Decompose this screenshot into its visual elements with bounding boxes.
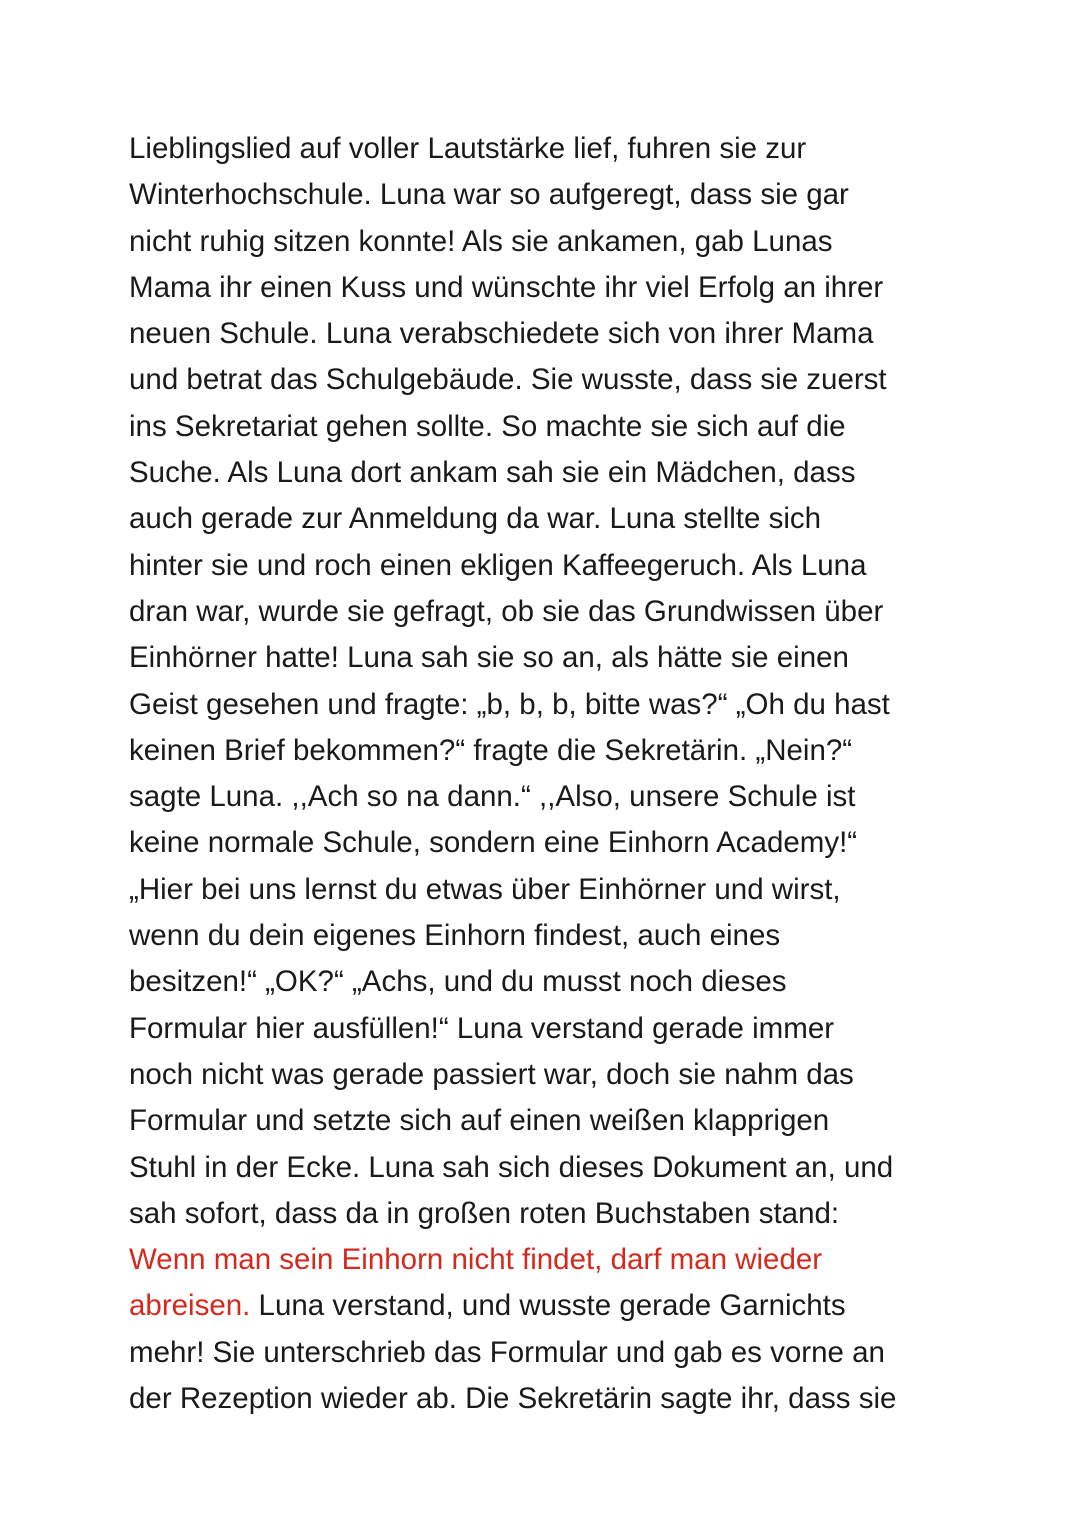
text-line	[129, 1330, 989, 1376]
text-segment: Winterhochschule. Luna war so aufgeregt, dass sie gar	[129, 178, 849, 212]
text-segment: und betrat das Schulgebäude. Sie wusste, dass sie zuerst	[129, 363, 887, 397]
text-segment: wenn du dein eigenes Einhorn findest, auch eines	[129, 919, 781, 953]
text-line	[129, 635, 989, 681]
text-segment: dran war, wurde sie gefragt, ob sie das Grundwissen über	[129, 594, 884, 628]
text-segment: sagte Luna. ,,Ach so na dann.“ ,,Also, unsere Schule ist	[129, 780, 856, 814]
text-segment: keinen Brief bekommen?“ fragte die Sekretärin. „Nein?“	[129, 733, 853, 767]
text-line	[129, 1052, 989, 1098]
text-segment: hinter sie und roch einen ekligen Kaffeegeruch. Als Luna	[129, 548, 867, 582]
text-line	[129, 219, 989, 265]
text-line	[129, 126, 989, 172]
text-line	[129, 959, 989, 1005]
text-segment: Formular und setzte sich auf einen weißen klapprigen	[129, 1104, 830, 1138]
text-line	[129, 820, 989, 866]
text-line	[129, 265, 989, 311]
text-segment: „Hier bei uns lernst du etwas über Einhörner und wirst,	[129, 872, 841, 906]
text-line	[129, 589, 989, 635]
text-line	[129, 867, 989, 913]
text-segment: Formular hier ausfüllen!“ Luna verstand gerade immer	[129, 1011, 835, 1045]
text-line	[129, 404, 989, 450]
text-segment: noch nicht was gerade passiert war, doch sie nahm das	[129, 1057, 854, 1091]
text-line	[129, 311, 989, 357]
text-line	[129, 728, 989, 774]
text-line	[129, 1237, 989, 1283]
text-line	[129, 682, 989, 728]
text-segment: nicht ruhig sitzen konnte! Als sie ankamen, gab Lunas	[129, 224, 833, 258]
text-segment: der Rezeption wieder ab. Die Sekretärin sagte ihr, dass sie	[129, 1382, 897, 1416]
text-line	[129, 496, 989, 542]
text-segment: ins Sekretariat gehen sollte. So machte sie sich auf die	[129, 409, 846, 443]
text-segment: auch gerade zur Anmeldung da war. Luna stellte sich	[129, 502, 822, 536]
text-line	[129, 1376, 989, 1422]
text-line	[129, 543, 989, 589]
text-line	[129, 450, 989, 496]
text-line	[129, 913, 989, 959]
highlighted-text: Wenn man sein Einhorn nicht findet, darf man wieder	[129, 1243, 823, 1277]
text-line	[129, 1283, 989, 1329]
text-segment: Suche. Als Luna dort ankam sah sie ein Mädchen, dass	[129, 456, 856, 490]
story-text	[129, 126, 989, 1422]
text-line	[129, 1191, 989, 1237]
text-segment: Mama ihr einen Kuss und wünschte ihr viel Erfolg an ihrer	[129, 270, 884, 304]
text-line	[129, 1098, 989, 1144]
text-segment: Geist gesehen und fragte: „b, b, b, bitte was?“ „Oh du hast	[129, 687, 890, 721]
text-segment: besitzen!“ „OK?“ „Achs, und du musst noch dieses	[129, 965, 787, 999]
text-segment: Einhörner hatte! Luna sah sie so an, als hätte sie einen	[129, 641, 849, 675]
text-segment: neuen Schule. Luna verabschiedete sich von ihrer Mama	[129, 317, 874, 351]
text-segment: Stuhl in der Ecke. Luna sah sich dieses Dokument an, und	[129, 1150, 894, 1184]
text-line	[129, 774, 989, 820]
text-segment: sah sofort, dass da in großen roten Buchstaben stand:	[129, 1196, 840, 1230]
text-line	[129, 1145, 989, 1191]
text-segment: Luna verstand, und wusste gerade Garnichts	[250, 1289, 846, 1323]
text-segment: mehr! Sie unterschrieb das Formular und gab es vorne an	[129, 1335, 885, 1369]
text-line	[129, 1006, 989, 1052]
highlighted-text: abreisen.	[129, 1289, 251, 1323]
text-line	[129, 357, 989, 403]
text-segment: keine normale Schule, sondern eine Einhorn Academy!“	[129, 826, 858, 860]
text-segment: Lieblingslied auf voller Lautstärke lief, fuhren sie zur	[129, 132, 807, 165]
text-line	[129, 172, 989, 218]
